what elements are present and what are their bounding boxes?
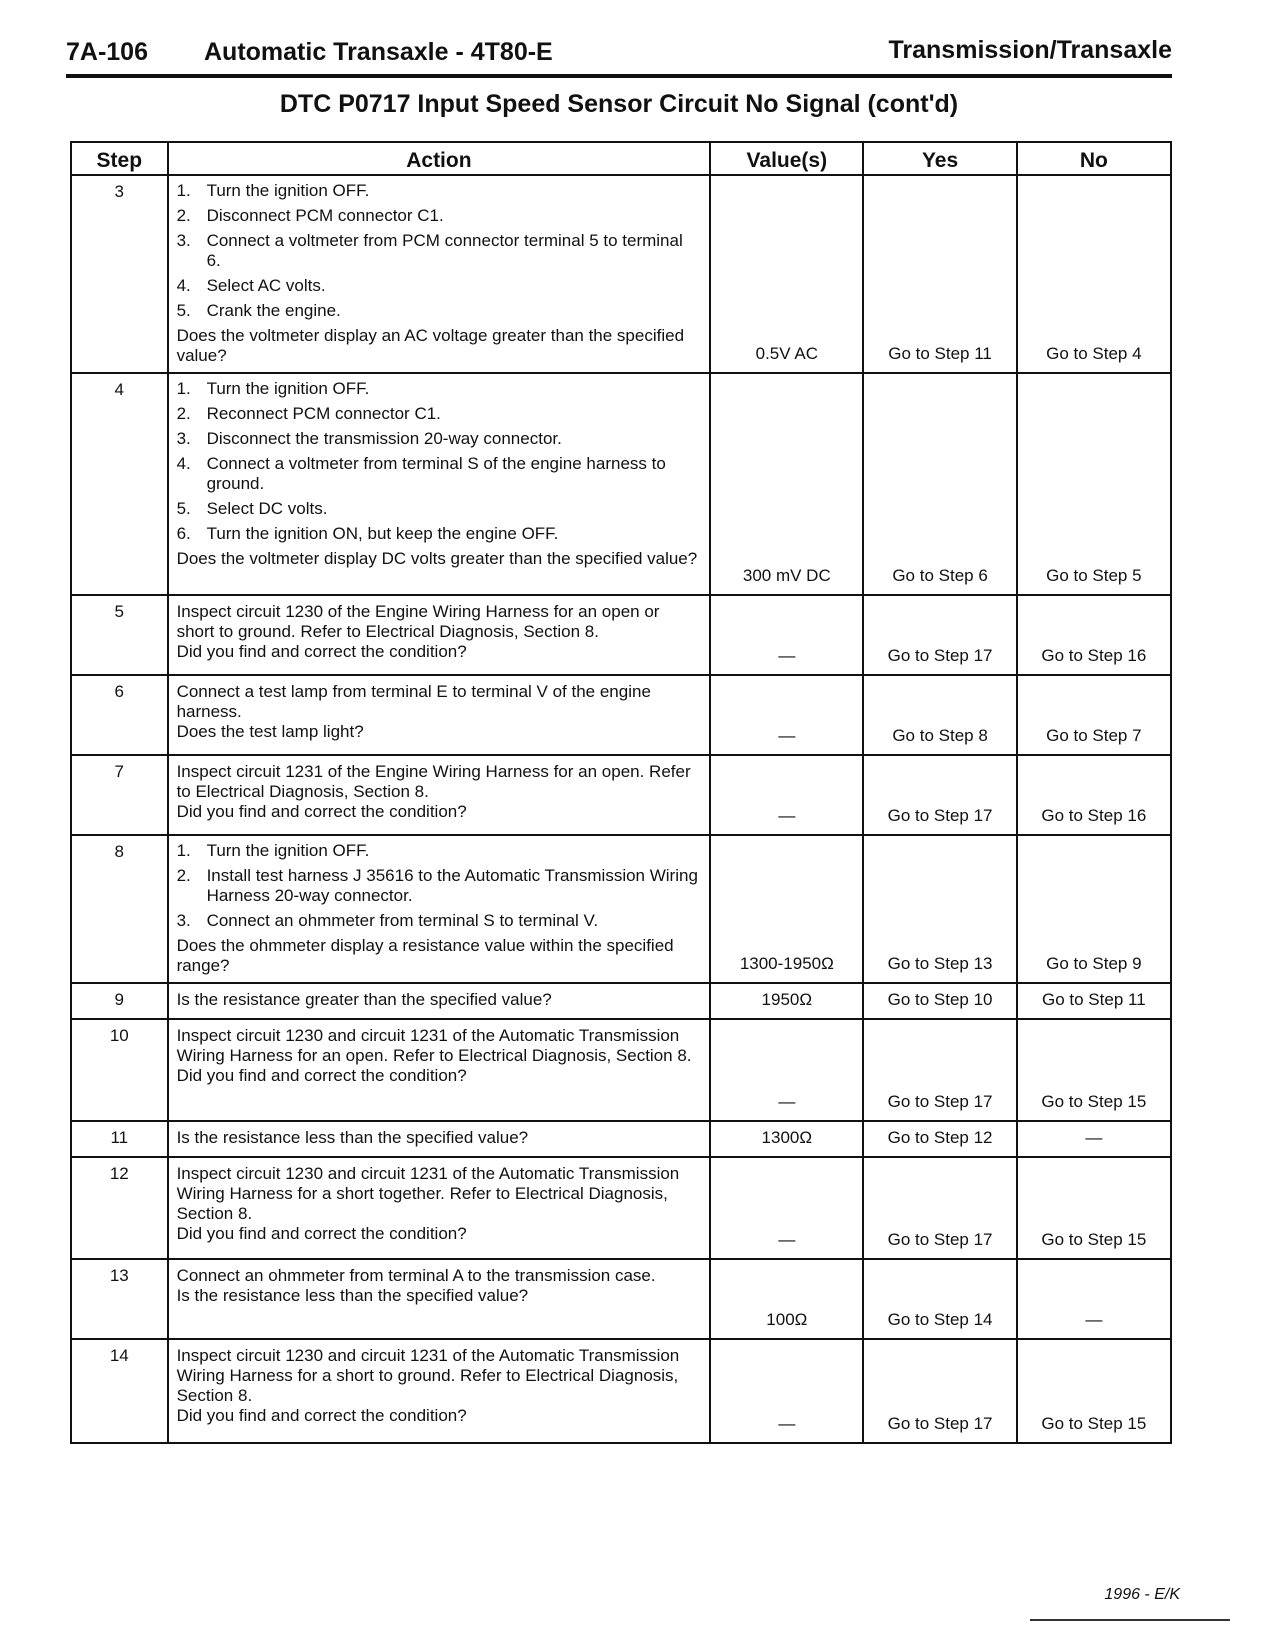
table-row	[71, 675, 1171, 755]
table-row	[71, 1339, 1171, 1443]
no-cell: Go to Step 15	[1017, 1339, 1171, 1443]
step-number-cell: 14	[71, 1339, 168, 1443]
table-row	[71, 1121, 1171, 1157]
step-number-cell: 7	[71, 755, 168, 835]
value-cell: —	[710, 1339, 863, 1443]
action-item-text: Turn the ignition OFF.	[206, 181, 370, 200]
column-header-step: Step	[71, 142, 168, 175]
action-item-text: Turn the ignition ON, but keep the engine OFF.	[206, 524, 559, 543]
action-list-item	[177, 911, 702, 931]
step-number-cell: 4	[71, 373, 168, 595]
action-item-number: 1.	[176, 181, 191, 200]
table-row	[71, 755, 1171, 835]
action-list-item	[177, 379, 702, 399]
action-cell	[168, 755, 711, 835]
action-item-number: 2.	[176, 404, 191, 423]
footer-rule	[1030, 1619, 1230, 1621]
table-row	[71, 983, 1171, 1019]
action-list-item	[177, 181, 702, 201]
action-cell	[168, 1339, 711, 1443]
yes-cell: Go to Step 13	[863, 835, 1016, 983]
action-question: Inspect circuit 1230 and circuit 1231 of the Automatic Transmission Wiring Harness for an open. Refer to Electrical Diagnosis, Section 8. Did you find and correct the condition?	[176, 1026, 692, 1085]
page-number: 7A-106	[66, 38, 148, 66]
action-cell	[168, 1019, 711, 1121]
action-list-item	[177, 404, 702, 424]
table-row	[71, 835, 1171, 983]
action-item-number: 3.	[176, 429, 191, 448]
yes-cell: Go to Step 17	[863, 595, 1016, 675]
action-item-number: 2.	[176, 866, 191, 885]
action-cell	[168, 675, 711, 755]
page-header	[66, 34, 1172, 78]
yes-cell: Go to Step 17	[863, 755, 1016, 835]
action-item-text: Select AC volts.	[206, 276, 326, 295]
action-list-item	[177, 301, 702, 321]
step-number-cell: 13	[71, 1259, 168, 1339]
no-cell: —	[1017, 1121, 1171, 1157]
yes-cell: Go to Step 10	[863, 983, 1016, 1019]
action-item-number: 3.	[176, 911, 191, 930]
action-cell	[168, 1157, 711, 1259]
document-title: DTC P0717 Input Speed Sensor Circuit No Signal (cont'd)	[279, 90, 959, 118]
step-number-cell: 11	[71, 1121, 168, 1157]
action-item-text: Turn the ignition OFF.	[206, 841, 370, 860]
table-body	[71, 175, 1171, 1443]
value-cell: 300 mV DC	[710, 373, 863, 595]
value-cell: —	[710, 595, 863, 675]
action-cell	[168, 1121, 711, 1157]
action-question: Inspect circuit 1231 of the Engine Wiring Harness for an open. Refer to Electrical Diagnosis, Section 8. Did you find and correct the condition?	[176, 762, 691, 821]
action-question: Inspect circuit 1230 and circuit 1231 of the Automatic Transmission Wiring Harness for a short together. Refer to Electrical Diagnosis, Section 8. Did you find and correct the condition?	[176, 1164, 680, 1243]
action-list-item	[177, 524, 702, 544]
step-number-cell: 10	[71, 1019, 168, 1121]
yes-cell: Go to Step 17	[863, 1019, 1016, 1121]
no-cell: —	[1017, 1259, 1171, 1339]
action-cell	[168, 175, 711, 373]
action-cell	[168, 595, 711, 675]
action-item-text: Turn the ignition OFF.	[206, 379, 370, 398]
book-title: Automatic Transaxle - 4T80-E	[204, 38, 553, 66]
action-question: Does the ohmmeter display a resistance value within the specified range?	[176, 936, 674, 975]
no-cell: Go to Step 15	[1017, 1019, 1171, 1121]
action-item-text: Disconnect the transmission 20-way connector.	[206, 429, 562, 448]
action-item-number: 3.	[176, 231, 191, 250]
no-cell: Go to Step 16	[1017, 595, 1171, 675]
action-question: Is the resistance greater than the specified value?	[176, 990, 552, 1009]
action-question: Connect a test lamp from terminal E to terminal V of the engine harness. Does the test lamp light?	[176, 682, 651, 741]
action-list-item	[177, 206, 702, 226]
action-list-item	[177, 276, 702, 296]
action-list-item	[177, 429, 702, 449]
yes-cell: Go to Step 17	[863, 1339, 1016, 1443]
step-number-cell: 6	[71, 675, 168, 755]
action-item-text: Disconnect PCM connector C1.	[206, 206, 444, 225]
action-item-number: 5.	[176, 499, 191, 518]
table-row	[71, 175, 1171, 373]
value-cell: 0.5V AC	[710, 175, 863, 373]
action-item-text: Connect a voltmeter from terminal S of the engine harness to ground.	[206, 454, 666, 493]
table-row	[71, 595, 1171, 675]
action-list-item	[177, 841, 702, 861]
action-cell	[168, 373, 711, 595]
yes-cell: Go to Step 6	[863, 373, 1016, 595]
footer-edition: 1996 - E/K	[1104, 1586, 1180, 1603]
action-item-text: Reconnect PCM connector C1.	[206, 404, 441, 423]
no-cell: Go to Step 16	[1017, 755, 1171, 835]
action-list-item	[177, 454, 702, 494]
table-row	[71, 373, 1171, 595]
value-cell: —	[710, 675, 863, 755]
action-list-item	[177, 866, 702, 906]
yes-cell: Go to Step 11	[863, 175, 1016, 373]
action-question: Inspect circuit 1230 of the Engine Wiring Harness for an open or short to ground. Refer to Electrical Diagnosis, Section 8. Did you find and correct the condition?	[176, 602, 660, 661]
no-cell: Go to Step 9	[1017, 835, 1171, 983]
yes-cell: Go to Step 17	[863, 1157, 1016, 1259]
action-question: Does the voltmeter display DC volts greater than the specified value?	[176, 549, 698, 568]
action-item-text: Connect a voltmeter from PCM connector terminal 5 to terminal 6.	[206, 231, 683, 270]
action-item-number: 2.	[176, 206, 191, 225]
action-item-text: Crank the engine.	[206, 301, 341, 320]
value-cell: 100Ω	[710, 1259, 863, 1339]
action-item-number: 1.	[176, 379, 191, 398]
action-question: Does the voltmeter display an AC voltage greater than the specified value?	[176, 326, 685, 365]
column-header-values: Value(s)	[710, 142, 863, 175]
yes-cell: Go to Step 8	[863, 675, 1016, 755]
column-header-yes: Yes	[863, 142, 1016, 175]
action-cell	[168, 835, 711, 983]
value-cell: 1300Ω	[710, 1121, 863, 1157]
action-question: Is the resistance less than the specified value?	[176, 1128, 529, 1147]
action-item-text: Select DC volts.	[206, 499, 328, 518]
action-list-item	[177, 499, 702, 519]
action-item-number: 4.	[176, 276, 191, 295]
yes-cell: Go to Step 14	[863, 1259, 1016, 1339]
action-question: Inspect circuit 1230 and circuit 1231 of the Automatic Transmission Wiring Harness for a short to ground. Refer to Electrical Diagnosis, Section 8. Did you find and correct the condition?	[176, 1346, 680, 1425]
step-number-cell: 8	[71, 835, 168, 983]
diagnostic-table	[70, 141, 1172, 1444]
action-item-number: 5.	[176, 301, 191, 320]
column-header-no: No	[1017, 142, 1171, 175]
column-header-action: Action	[168, 142, 711, 175]
no-cell: Go to Step 5	[1017, 373, 1171, 595]
value-cell: 1300-1950Ω	[710, 835, 863, 983]
value-cell: —	[710, 1019, 863, 1121]
no-cell: Go to Step 11	[1017, 983, 1171, 1019]
no-cell: Go to Step 4	[1017, 175, 1171, 373]
action-item-number: 4.	[176, 454, 191, 473]
no-cell: Go to Step 7	[1017, 675, 1171, 755]
action-cell	[168, 983, 711, 1019]
table-row	[71, 1019, 1171, 1121]
table-row	[71, 1157, 1171, 1259]
step-number-cell: 12	[71, 1157, 168, 1259]
value-cell: —	[710, 755, 863, 835]
action-list-item	[177, 231, 702, 271]
table-row	[71, 1259, 1171, 1339]
action-item-text: Connect an ohmmeter from terminal S to terminal V.	[206, 911, 599, 930]
step-number-cell: 3	[71, 175, 168, 373]
yes-cell: Go to Step 12	[863, 1121, 1016, 1157]
value-cell: —	[710, 1157, 863, 1259]
step-number-cell: 9	[71, 983, 168, 1019]
action-question: Connect an ohmmeter from terminal A to the transmission case. Is the resistance less than the specified value?	[176, 1266, 656, 1305]
action-item-text: Install test harness J 35616 to the Automatic Transmission Wiring Harness 20-way connector.	[206, 866, 698, 905]
value-cell: 1950Ω	[710, 983, 863, 1019]
action-item-number: 1.	[176, 841, 191, 860]
action-cell	[168, 1259, 711, 1339]
table-header-row	[71, 142, 1171, 175]
action-item-number: 6.	[176, 524, 191, 543]
step-number-cell: 5	[71, 595, 168, 675]
section-title: Transmission/Transaxle	[888, 36, 1172, 64]
no-cell: Go to Step 15	[1017, 1157, 1171, 1259]
